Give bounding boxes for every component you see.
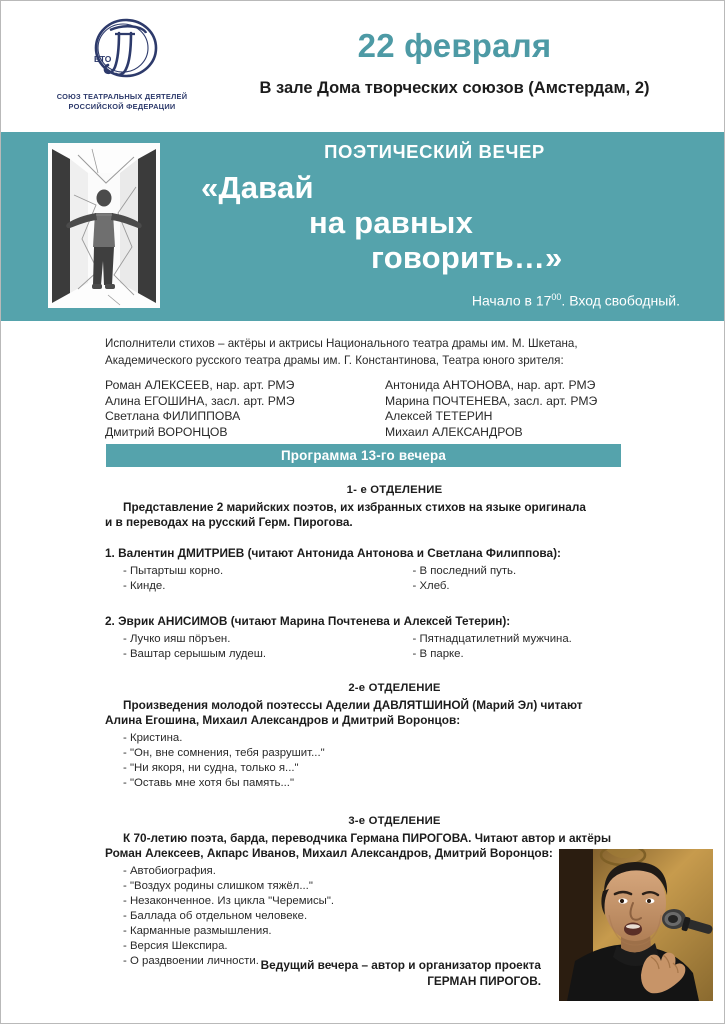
performer-name: Дмитрий ВОРОНЦОВ [105, 424, 228, 439]
poet-entry [105, 614, 684, 662]
start-time-line [181, 289, 702, 310]
work-item: - В парке. [412, 648, 464, 660]
poster-header [1, 1, 724, 132]
host-portrait-photo [559, 849, 713, 1001]
section-two-desc [105, 698, 684, 728]
performer-name: Алексей ТЕТЕРИН [385, 409, 493, 423]
poet-heading: 1. Валентин ДМИТРИЕВ (читают Антонида Антонова и Светлана Филиппова): [105, 546, 561, 560]
section-two-works [105, 731, 684, 791]
host-note [181, 958, 541, 989]
logo-caption-line2: РОССИЙСКОЙ ФЕДЕРАЦИИ [68, 101, 176, 111]
poet-works-right [395, 564, 685, 594]
performers-column-right [385, 378, 665, 440]
work-item: - Баллада об отдельном человеке. [123, 910, 308, 922]
work-item: - Незаконченное. Из цикла "Черемисы". [123, 895, 335, 907]
banner-title-line2: на равных [309, 205, 474, 240]
organization-logo [47, 17, 197, 111]
event-venue: В зале Дома творческих союзов (Амстердам, 2) [259, 79, 650, 97]
banner-title-line3: говорить…» [371, 240, 563, 275]
work-item: - Карманные размышления. [123, 925, 272, 937]
section-three-desc-line1: К 70-летию поэта, барда, переводчика Германа ПИРОГОВА. Читают автор и актёры [123, 831, 612, 845]
performer-name: Антонида АНТОНОВА, нар. арт. РМЭ [385, 378, 596, 392]
host-note-line2: ГЕРМАН ПИРОГОВ. [427, 973, 541, 988]
poet-works [105, 632, 684, 662]
performer-name: Роман АЛЕКСЕЕВ, нар. арт. РМЭ [105, 378, 295, 392]
work-item: - Кинде. [123, 580, 166, 592]
section-two-desc-line1: Произведения молодой поэтессы Аделии ДАВЛЯТШИНОЙ (Марий Эл) читают [123, 698, 583, 712]
section-three-desc-line2: Роман Алексеев, Акпарс Иванов, Михаил Александров, Дмитрий Воронцов: [105, 846, 553, 860]
figure-in-doorway-icon [48, 143, 160, 308]
start-time-minutes: 00 [551, 292, 562, 302]
hero-banner [1, 132, 724, 321]
start-time-prefix: Начало в 17 [471, 292, 552, 309]
work-item: - О раздвоении личности. [123, 955, 259, 967]
poet-works-left [105, 564, 395, 594]
section-heading-one: 1- е ОТДЕЛЕНИЕ [346, 484, 443, 496]
performers-column-left [105, 378, 385, 440]
poet-works-right [395, 632, 685, 662]
performers-block [105, 336, 684, 440]
work-item: - В последний путь. [412, 565, 517, 577]
banner-illustration [48, 143, 160, 308]
work-item: - "Воздух родины слишком тяжёл..." [123, 880, 313, 892]
performers-intro-line2: Академического русского театра драмы им. Г. Константинова, Театра юного зрителя: [105, 353, 564, 367]
performer-name: Алина ЕГОШИНА, засл. арт. РМЭ [105, 393, 295, 408]
performers-columns [105, 378, 684, 440]
work-item: - "Ни якоря, ни судна, только я..." [123, 762, 299, 774]
std-monogram-icon [74, 17, 170, 89]
work-item: - Автобиография. [123, 865, 216, 877]
poet-heading: 2. Эврик АНИСИМОВ (читают Марина Почтенева и Алексей Тетерин): [105, 614, 511, 628]
banner-title-line1: «Давай [201, 170, 314, 205]
banner-text-block [181, 140, 702, 310]
banner-kicker: ПОЭТИЧЕСКИЙ ВЕЧЕР [324, 141, 545, 162]
section-one-desc-line2: и в переводах на русский Герм. Пирогова. [105, 515, 353, 529]
portrait-photo-icon [559, 849, 713, 1001]
work-item: - Ваштар серышым лудеш. [123, 648, 267, 660]
header-text-block [197, 27, 712, 98]
logo-caption-line1: СОЮЗ ТЕАТРАЛЬНЫХ ДЕЯТЕЛЕЙ [56, 92, 188, 101]
performer-name: Михаил АЛЕКСАНДРОВ [385, 424, 523, 439]
work-item: - Хлеб. [412, 580, 450, 592]
work-item: - Пытартыш корно. [123, 565, 224, 577]
event-date: 22 февраля [357, 27, 552, 64]
work-item: - Лучко ияш пӧръен. [123, 633, 231, 645]
performers-intro-line1: Исполнители стихов – актёры и актрисы Национального театра драмы им. М. Шкетана, [105, 337, 578, 350]
work-item: - Версия Шекспира. [123, 940, 228, 952]
work-item: - Кристина. [123, 732, 183, 744]
section-heading-two: 2-е ОТДЕЛЕНИЕ [348, 682, 441, 694]
section-two-desc-line2: Алина Егошина, Михаил Александров и Дмитрий Воронцов: [105, 713, 461, 727]
host-note-line1: Ведущий вечера – автор и организатор проекта [260, 958, 541, 972]
program-title-bar: Программа 13-го вечера [106, 444, 621, 467]
poet-entry [105, 546, 684, 594]
performer-name: Марина ПОЧТЕНЕВА, засл. арт. РМЭ [385, 393, 598, 408]
section-one-desc [105, 500, 684, 530]
start-time-suffix: . Вход свободный. [561, 292, 680, 309]
section-one-desc-line1: Представление 2 марийских поэтов, их избранных стихов на языке оригинала [123, 500, 586, 514]
svg-text:ВТО: ВТО [94, 54, 112, 64]
poet-works-left [105, 632, 395, 662]
poet-works [105, 564, 684, 594]
work-item: - "Оставь мне хотя бы память..." [123, 777, 295, 789]
work-item: - "Он, вне сомнения, тебя разрушит..." [123, 747, 325, 759]
performer-name: Светлана ФИЛИППОВА [105, 409, 241, 423]
work-item: - Пятнадцатилетний мужчина. [412, 633, 572, 645]
section-heading-three: 3-е ОТДЕЛЕНИЕ [348, 815, 441, 827]
